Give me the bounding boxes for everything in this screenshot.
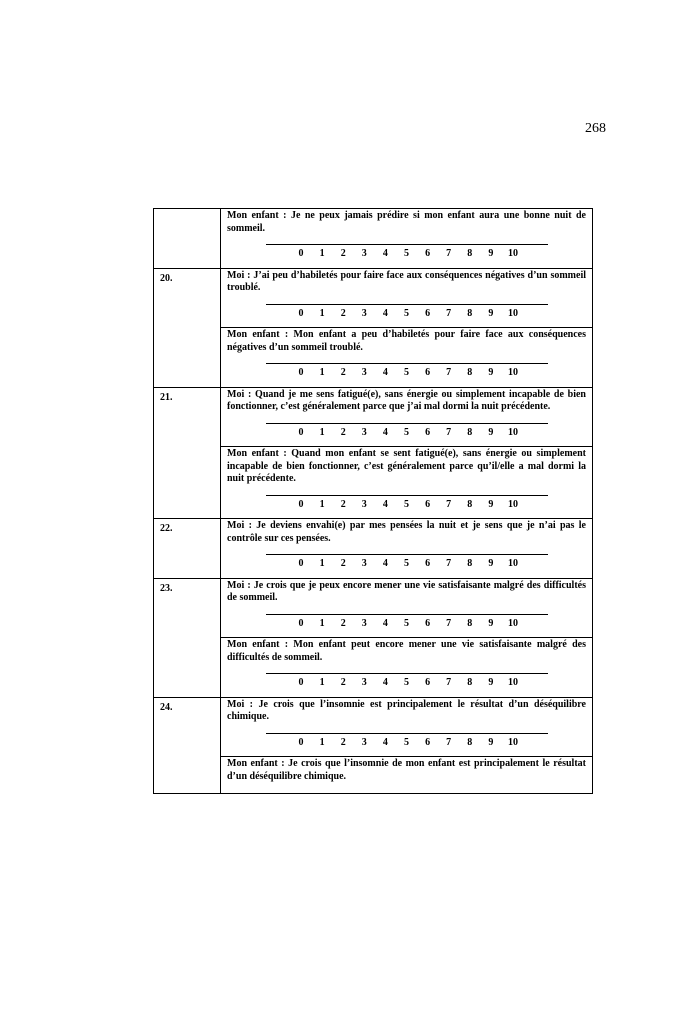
scale-value[interactable]: 6 [425,307,431,319]
scale-value[interactable]: 4 [382,617,388,629]
scale-value[interactable]: 9 [488,367,494,378]
scale-value[interactable]: 8 [467,558,473,569]
scale-value[interactable]: 4 [382,426,388,438]
question-row [154,697,593,757]
scale-value[interactable]: 8 [467,617,473,629]
scale-value[interactable]: 9 [488,617,494,629]
scale-value[interactable]: 9 [488,558,494,569]
scale-value[interactable]: 6 [425,558,431,569]
scale-value[interactable]: 2 [340,558,346,569]
statement-text: Moi : Quand je me sens fatigué(e), sans énergie ou simplement incapable de bien fonctionner, c’est généralement parce que j’ai mal dormi la nuit précédente. [227,388,586,412]
scale-value[interactable]: 8 [467,248,473,259]
statement-cell [221,638,593,698]
scale-value[interactable]: 2 [340,367,346,378]
scale-value[interactable]: 1 [319,307,325,319]
scale-value[interactable]: 4 [382,736,388,748]
scale-value[interactable]: 3 [361,498,367,510]
scale-value[interactable]: 2 [340,617,346,629]
statement-text: Mon enfant : Quand mon enfant se sent fatigué(e), sans énergie ou simplement incapable de bien fonctionner, c’est généralement parce qu’il/elle a mal dormi la nuit précédente. [227,448,586,484]
question-row [154,519,593,579]
scale-value[interactable]: 10 [507,498,518,510]
scale-value[interactable]: 5 [403,617,409,629]
scale-value[interactable]: 8 [467,307,473,319]
rating-scale [266,614,548,631]
statement-text: Moi : Je crois que je peux encore mener une vie satisfaisante malgré des difficultés de sommeil. [227,579,586,603]
scale-value[interactable]: 7 [446,558,452,569]
scale-value[interactable]: 2 [340,498,346,510]
question-row [154,578,593,638]
scale-value[interactable]: 4 [382,677,388,688]
scale-value[interactable]: 8 [467,498,473,510]
statement-cell [221,697,593,757]
scale-value[interactable]: 6 [425,736,431,748]
question-number: 21. [154,387,221,519]
statement-cell [221,328,593,388]
question-row [154,209,593,269]
scale-value[interactable]: 9 [488,248,494,259]
scale-value[interactable]: 6 [425,426,431,438]
statement-text: Moi : Je crois que l’insomnie est principalement le résultat d’un déséquilibre chimique. [227,698,586,722]
scale-value[interactable]: 9 [488,426,494,438]
scale-value[interactable]: 6 [425,367,431,378]
question-number [154,209,221,269]
scale-value[interactable]: 10 [507,367,518,378]
statement-cell [221,447,593,519]
scale-value[interactable]: 3 [361,367,367,378]
scale-value[interactable]: 0 [298,426,304,438]
scale-value[interactable]: 7 [446,677,452,688]
scale-value[interactable]: 2 [340,248,346,259]
rating-scale [266,244,548,261]
scale-value[interactable]: 1 [319,367,325,378]
scale-value[interactable]: 2 [340,677,346,688]
scale-value[interactable]: 4 [382,248,388,259]
scale-value[interactable]: 6 [425,248,431,259]
scale-value[interactable]: 3 [361,307,367,319]
scale-value[interactable]: 5 [403,248,409,259]
statement-cell [221,519,593,579]
statement-text: Mon enfant : Mon enfant peut encore mener une vie satisfaisante malgré des difficultés de sommeil. [227,639,586,663]
scale-value[interactable]: 3 [361,617,367,629]
scale-value[interactable]: 4 [382,307,388,319]
scale-value[interactable]: 5 [403,736,409,748]
scale-value[interactable]: 0 [298,558,304,569]
rating-scale [266,495,548,512]
scale-value[interactable]: 6 [425,677,431,688]
scale-value[interactable]: 0 [298,367,304,378]
scale-value[interactable]: 4 [382,498,388,510]
statement-cell [221,578,593,638]
page-number: 268 [585,121,606,136]
scale-value[interactable]: 7 [446,367,452,378]
scale-value[interactable]: 1 [319,426,325,438]
scale-value[interactable]: 0 [298,248,304,259]
scale-value[interactable]: 0 [298,307,304,319]
question-row [154,268,593,328]
scale-value[interactable]: 7 [446,248,452,259]
scale-value[interactable]: 8 [467,367,473,378]
statement-cell [221,209,593,269]
question-number: 24. [154,697,221,794]
question-number: 20. [154,268,221,387]
scale-value[interactable]: 10 [507,426,518,438]
scale-value[interactable]: 3 [361,677,367,688]
scale-value[interactable]: 6 [425,617,431,629]
scale-value[interactable]: 2 [340,307,346,319]
scale-value[interactable]: 10 [507,736,518,748]
scale-value[interactable]: 7 [446,617,452,629]
scale-value[interactable]: 0 [298,677,304,688]
scale-value[interactable]: 5 [403,426,409,438]
scale-value[interactable]: 3 [361,558,367,569]
scale-value[interactable]: 7 [446,307,452,319]
question-number: 23. [154,578,221,697]
statement-cell [221,757,593,794]
rating-scale [266,554,548,571]
scale-value[interactable]: 2 [340,736,346,748]
statement-cell [221,387,593,447]
statement-text: Moi : J’ai peu d’habiletés pour faire face aux conséquences négatives d’un sommeil troublé. [227,269,586,293]
scale-value[interactable]: 0 [298,736,304,748]
rating-scale [266,363,548,380]
scale-value[interactable]: 2 [340,426,346,438]
scale-value[interactable]: 3 [361,248,367,259]
scale-value[interactable]: 10 [507,248,518,259]
scale-value[interactable]: 7 [446,498,452,510]
scale-value[interactable]: 1 [319,558,325,569]
scale-value[interactable]: 3 [361,426,367,438]
scale-value[interactable]: 9 [488,677,494,688]
scale-value[interactable]: 4 [382,558,388,569]
statement-text: Mon enfant : Je crois que l’insomnie de mon enfant est principalement le résultat d’un déséquilibre chimique. [227,758,586,782]
scale-value[interactable]: 1 [319,736,325,748]
scale-value[interactable]: 9 [488,498,494,510]
scale-value[interactable]: 5 [403,307,409,319]
scale-value[interactable]: 1 [319,248,325,259]
scale-value[interactable]: 5 [403,677,409,688]
scale-value[interactable]: 0 [298,498,304,510]
scale-value[interactable]: 5 [403,498,409,510]
rating-scale [266,733,548,750]
scale-value[interactable]: 8 [467,426,473,438]
question-number: 22. [154,519,221,579]
scale-value[interactable]: 10 [507,307,518,319]
scale-value[interactable]: 1 [319,498,325,510]
rating-scale [266,673,548,690]
scale-value[interactable]: 5 [403,367,409,378]
questionnaire-table [153,208,593,794]
statement-text: Mon enfant : Mon enfant a peu d’habiletés pour faire face aux conséquences négatives d’un sommeil troublé. [227,329,586,353]
scale-value[interactable]: 4 [382,367,388,378]
rating-scale [266,423,548,440]
statement-text: Moi : Je deviens envahi(e) par mes pensées la nuit et je sens que je n’ai pas le contrôle sur ces pensées. [227,520,586,544]
scale-value[interactable]: 0 [298,617,304,629]
scale-value[interactable]: 10 [507,617,518,629]
scale-value[interactable]: 3 [361,736,367,748]
scale-value[interactable]: 8 [467,736,473,748]
scale-value[interactable]: 1 [319,617,325,629]
scale-value[interactable]: 7 [446,426,452,438]
statement-text: Mon enfant : Je ne peux jamais prédire si mon enfant aura une bonne nuit de sommeil. [227,210,586,234]
scale-value[interactable]: 10 [507,677,518,688]
scale-value[interactable]: 9 [488,307,494,319]
question-row [154,387,593,447]
statement-cell [221,268,593,328]
rating-scale [266,304,548,321]
scale-value[interactable]: 6 [425,498,431,510]
scale-value[interactable]: 8 [467,677,473,688]
scale-value[interactable]: 7 [446,736,452,748]
scale-value[interactable]: 10 [507,558,518,569]
scale-value[interactable]: 1 [319,677,325,688]
scale-value[interactable]: 5 [403,558,409,569]
scale-value[interactable]: 9 [488,736,494,748]
